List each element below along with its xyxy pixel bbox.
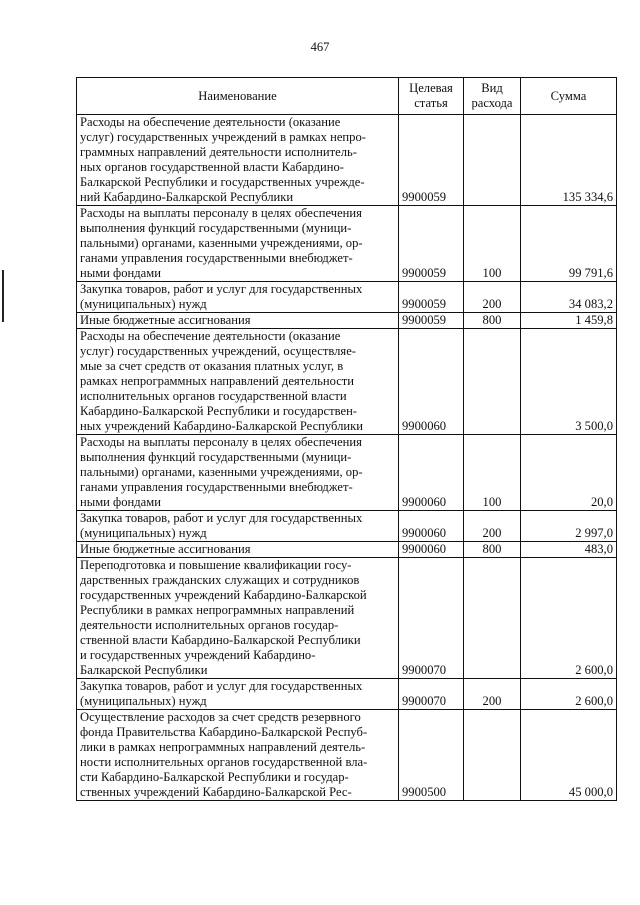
header-expense-type: Вид расхода xyxy=(464,78,521,115)
row-name: Расходы на обеспечение деятельности (оказание услуг) государственных учреждений, осуществляе- мые за счет средств от оказания платных услуг, в рамках непрограммных направлений деятельности исполнительных органов государственной власти Кабардино-Балкарской Республики и государствен- ных учреждений Кабардино-Балкарской Республики xyxy=(77,329,399,435)
row-target-article: 9900059 xyxy=(399,282,464,313)
row-sum: 3 500,0 xyxy=(521,329,617,435)
table-row xyxy=(77,710,617,801)
header-name: Наименование xyxy=(77,78,399,115)
row-expense-type: 800 xyxy=(464,542,521,558)
row-expense-type xyxy=(464,115,521,206)
row-name: Закупка товаров, работ и услуг для государственных (муниципальных) нужд xyxy=(77,679,399,710)
row-name: Расходы на обеспечение деятельности (оказание услуг) государственных учреждений в рамках непро- граммных направлений деятельности исполнитель- ных органов государственной власти Кабардино- Балкарской Республики и государственных учрежде- ний Кабардино-Балкарской Республики xyxy=(77,115,399,206)
table-row xyxy=(77,542,617,558)
row-expense-type: 200 xyxy=(464,511,521,542)
table-row xyxy=(77,282,617,313)
row-sum: 1 459,8 xyxy=(521,313,617,329)
row-target-article: 9900060 xyxy=(399,329,464,435)
row-expense-type: 100 xyxy=(464,435,521,511)
row-sum: 483,0 xyxy=(521,542,617,558)
row-expense-type: 100 xyxy=(464,206,521,282)
table-row xyxy=(77,558,617,679)
table-row xyxy=(77,679,617,710)
row-name: Иные бюджетные ассигнования xyxy=(77,313,399,329)
table-row xyxy=(77,115,617,206)
table-row xyxy=(77,329,617,435)
row-expense-type xyxy=(464,710,521,801)
row-sum: 2 997,0 xyxy=(521,511,617,542)
row-expense-type xyxy=(464,558,521,679)
page-number: 467 xyxy=(310,40,330,54)
row-expense-type xyxy=(464,329,521,435)
header-target-article: Целевая статья xyxy=(399,78,464,115)
row-name: Закупка товаров, работ и услуг для государственных (муниципальных) нужд xyxy=(77,511,399,542)
budget-table xyxy=(76,77,617,801)
row-name: Осуществление расходов за счет средств резервного фонда Правительства Кабардино-Балкарской Респуб- лики в рамках непрограммных направлений деятель- ности исполнительных органов государственной вла- сти Кабардино-Балкарской Республики и государ- ственных учреждений Кабардино-Балкарской Рес- xyxy=(77,710,399,801)
table-row xyxy=(77,511,617,542)
table-header-row xyxy=(77,78,617,115)
row-name: Закупка товаров, работ и услуг для государственных (муниципальных) нужд xyxy=(77,282,399,313)
row-expense-type: 200 xyxy=(464,282,521,313)
table-row xyxy=(77,313,617,329)
row-target-article: 9900060 xyxy=(399,542,464,558)
row-target-article: 9900059 xyxy=(399,206,464,282)
row-sum: 34 083,2 xyxy=(521,282,617,313)
table-row xyxy=(77,206,617,282)
row-name: Расходы на выплаты персоналу в целях обеспечения выполнения функций государственными (муници- пальными) органами, казенными учреждениями, ор- ганами управления государственными внебюджет- ными фондами xyxy=(77,435,399,511)
row-target-article: 9900059 xyxy=(399,313,464,329)
row-sum: 99 791,6 xyxy=(521,206,617,282)
row-target-article: 9900070 xyxy=(399,679,464,710)
row-name: Расходы на выплаты персоналу в целях обеспечения выполнения функций государственными (муници- пальными) органами, казенными учреждениями, ор- ганами управления государственными внебюджет- ными фондами xyxy=(77,206,399,282)
row-target-article: 9900500 xyxy=(399,710,464,801)
row-sum: 2 600,0 xyxy=(521,679,617,710)
row-target-article: 9900060 xyxy=(399,511,464,542)
row-target-article: 9900060 xyxy=(399,435,464,511)
row-expense-type: 200 xyxy=(464,679,521,710)
header-sum: Сумма xyxy=(521,78,617,115)
row-sum: 45 000,0 xyxy=(521,710,617,801)
row-sum: 135 334,6 xyxy=(521,115,617,206)
margin-mark xyxy=(2,270,4,322)
row-sum: 20,0 xyxy=(521,435,617,511)
row-name: Переподготовка и повышение квалификации госу- дарственных гражданских служащих и сотрудников государственных учреждений Кабардино-Балкарской Республики в рамках непрограммных направлений деятельности исполнительных органов государ- ственной власти Кабардино-Балкарской Республики и государственных учреждений Кабардино- Балкарской Республики xyxy=(77,558,399,679)
row-target-article: 9900059 xyxy=(399,115,464,206)
row-sum: 2 600,0 xyxy=(521,558,617,679)
table-row xyxy=(77,435,617,511)
row-name: Иные бюджетные ассигнования xyxy=(77,542,399,558)
row-expense-type: 800 xyxy=(464,313,521,329)
row-target-article: 9900070 xyxy=(399,558,464,679)
